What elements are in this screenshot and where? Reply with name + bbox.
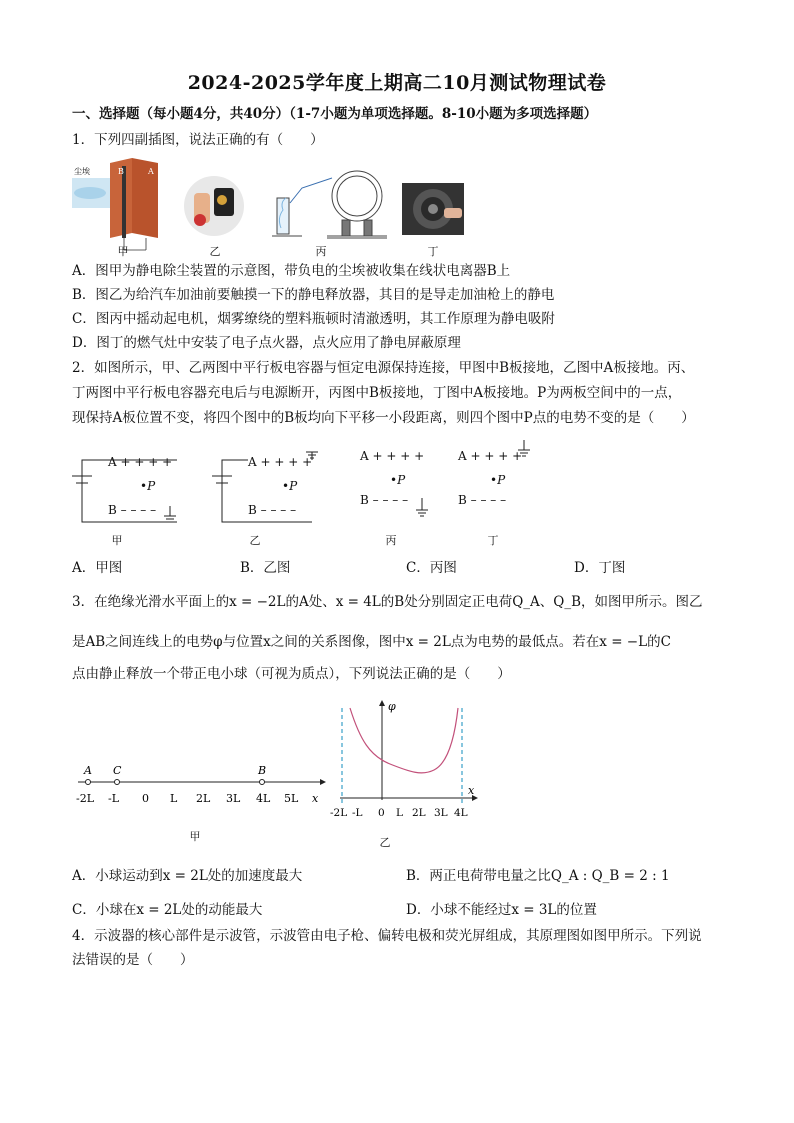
q2-caption-yi: 乙 <box>249 534 261 547</box>
q3-line-3: 点由静止释放一个带正电小球（可视为质点），下列说法正确的是（ ） <box>72 666 511 682</box>
q3-line-1: 3．在绝缘光滑水平面上的x = −2L的A处、x = 4L的B处分别固定正电荷Q_A、Q_B，如图甲所示。图乙 <box>72 594 703 610</box>
tick-negl: -L <box>108 792 120 805</box>
q2-bing-plate-b: B – – – – <box>360 493 409 507</box>
q3-caption-yi: 乙 <box>379 836 391 849</box>
graph-tick-4l: 4L <box>454 807 468 819</box>
fig-gas-stove-image <box>402 183 464 235</box>
point-a-label: A <box>84 764 92 777</box>
graph-axis-x-label: x <box>468 784 475 797</box>
q1-stem: 1．下列四副插图，说法正确的有（ ） <box>72 132 324 148</box>
point-c-label: C <box>113 764 122 777</box>
point-b-label: B <box>258 764 267 777</box>
q2-caption-bing: 丙 <box>385 534 397 547</box>
q4-line-1: 4．示波器的核心部件是示波管，示波管由电子枪、偏转电极和荧光屏组成，其原理图如图甲所示。下列说 <box>72 928 702 944</box>
fig-static-release-image <box>184 176 244 236</box>
q2-jia-point-p: •P <box>140 479 156 493</box>
q1-caption-jia: 甲 <box>117 245 129 258</box>
q1-option-b: B．图乙为给汽车加油前要触摸一下的静电释放器，其目的是导走加油枪上的静电 <box>72 287 555 303</box>
q3-option-a: A．小球运动到x = 2L处的加速度最大 <box>72 868 303 884</box>
graph-tick-l: L <box>396 807 403 819</box>
tick-0: 0 <box>142 792 149 805</box>
q2-line-1: 2．如图所示，甲、乙两图中平行板电容器与恒定电源保持连接，甲图中B板接地，乙图中A板接地。丙、 <box>72 360 695 376</box>
tick-3l: 3L <box>226 792 241 805</box>
q3-option-c: C．小球在x = 2L处的动能最大 <box>72 902 263 918</box>
axis-x-label: x <box>312 792 319 805</box>
q2-ding-plate-a: A + + + + <box>458 449 523 463</box>
page-title: 2024-2025学年度上期高二10月测试物理试卷 <box>187 72 607 94</box>
tick-4l: 4L <box>256 792 271 805</box>
tick-5l: 5L <box>284 792 299 805</box>
q2-line-3: 现保持A板位置不变，将四个图中的B板均向下平移一小段距离，则四个图中P点的电势不变的是（ ） <box>72 410 695 426</box>
q3-option-b: B．两正电荷带电量之比Q_A : Q_B = 2 : 1 <box>406 868 670 884</box>
q1-option-a: A．图甲为静电除尘装置的示意图，带负电的尘埃被收集在线状电离器B上 <box>72 263 511 279</box>
fig-dust-collector-image <box>72 158 158 250</box>
graph-tick-0: 0 <box>378 807 385 819</box>
fig-label-b: B <box>118 167 124 176</box>
q2-option-d: D．丁图 <box>574 560 626 576</box>
q2-jia-plate-a: A + + + + <box>108 455 173 469</box>
graph-tick-negl: -L <box>352 807 363 819</box>
graph-tick-2l: 2L <box>412 807 426 819</box>
q2-yi-plate-a: A + + + + <box>248 455 313 469</box>
q4-line-2: 法错误的是（ ） <box>72 952 194 968</box>
q2-option-c: C．丙图 <box>406 560 457 576</box>
q2-ding-point-p: •P <box>490 473 506 487</box>
q3-number-line <box>72 760 332 810</box>
q2-yi-point-p: •P <box>282 479 298 493</box>
q1-option-d: D．图丁的燃气灶中安装了电子点火器，点火应用了静电屏蔽原理 <box>72 335 461 351</box>
fig-electrostatic-machine-image <box>272 171 387 238</box>
capacitor-diagram-bing <box>416 498 428 516</box>
q3-potential-graph <box>330 700 480 826</box>
q3-caption-jia: 甲 <box>189 830 201 843</box>
q2-bing-plate-a: A + + + + <box>360 449 425 463</box>
graph-tick-3l: 3L <box>434 807 448 819</box>
graph-tick-neg2l: -2L <box>330 807 348 819</box>
tick-neg2l: -2L <box>76 792 95 805</box>
q1-caption-bing: 丙 <box>315 245 327 258</box>
q2-ding-plate-b: B – – – – <box>458 493 507 507</box>
q2-line-2: 丁两图中平行板电容器充电后与电源断开，丙图中B板接地，丁图中A板接地。P为两板空间中的一点， <box>72 385 682 401</box>
q2-caption-ding: 丁 <box>487 534 499 547</box>
axis-phi-label: φ <box>388 700 396 713</box>
q2-option-b: B．乙图 <box>240 560 291 576</box>
dust-label: 尘埃 <box>74 167 90 176</box>
section-heading: 一、选择题（每小题4分，共40分）（1-7小题为单项选择题。8-10小题为多项选择题） <box>72 106 598 122</box>
tick-2l: 2L <box>196 792 211 805</box>
q2-bing-point-p: •P <box>390 473 406 487</box>
q1-option-c: C．图丙中摇动起电机，烟雾缭绕的塑料瓶顿时清澈透明，其工作原理为静电吸附 <box>72 311 555 327</box>
q1-caption-ding: 丁 <box>427 245 439 258</box>
q3-option-d: D．小球不能经过x = 3L的位置 <box>406 902 597 918</box>
q2-caption-jia: 甲 <box>111 534 123 547</box>
q3-line-2: 是AB之间连线上的电势φ与位置x之间的关系图像，图中x = 2L点为电势的最低点。若在x = −L的C <box>72 634 671 650</box>
q1-caption-yi: 乙 <box>209 245 221 258</box>
fig-label-a: A <box>148 167 154 176</box>
tick-l: L <box>170 792 178 805</box>
potential-curve <box>350 708 458 773</box>
q2-jia-plate-b: B – – – – <box>108 503 157 517</box>
q2-option-a: A．甲图 <box>72 560 123 576</box>
q2-yi-plate-b: B – – – – <box>248 503 297 517</box>
